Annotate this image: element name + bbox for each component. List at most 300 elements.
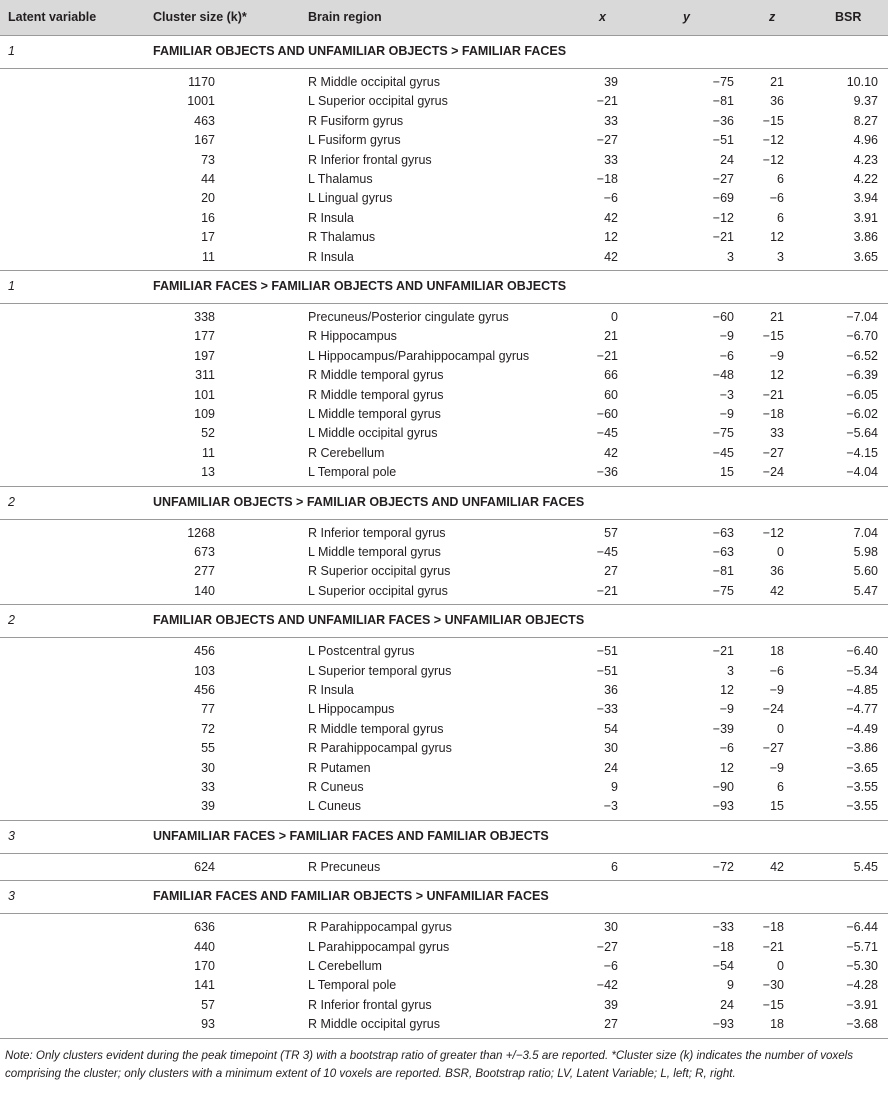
y-cell: −39 [712, 721, 734, 736]
bsr-cell: 3.65 [853, 249, 878, 264]
cluster-size-cell: 39 [201, 799, 215, 814]
x-cell: −36 [596, 465, 618, 480]
brain-region-cell: L Temporal pole [308, 978, 397, 993]
bsr-cell: 3.94 [853, 191, 878, 206]
brain-region-cell: L Parahippocampal gyrus [308, 939, 450, 954]
brain-region-cell: R Cerebellum [308, 445, 385, 460]
y-cell: −21 [712, 230, 734, 245]
table-row [0, 642, 888, 661]
cluster-size-cell: 177 [194, 329, 215, 344]
section-divider [0, 637, 888, 638]
x-cell: 54 [604, 721, 618, 736]
cluster-size-cell: 1001 [187, 94, 215, 109]
z-cell: −24 [762, 702, 784, 717]
bsr-cell: −3.55 [846, 780, 878, 794]
cluster-size-cell: 13 [201, 465, 215, 480]
table-row [0, 582, 888, 601]
bsr-cell: −4.28 [846, 978, 878, 993]
z-cell: 33 [770, 426, 784, 441]
brain-region-cell: L Postcentral gyrus [308, 644, 415, 659]
brain-region-cell: R Middle occipital gyrus [308, 75, 440, 89]
y-cell: −75 [712, 583, 734, 598]
x-cell: −51 [596, 644, 618, 659]
latent-variable-number: 1 [8, 44, 15, 58]
z-cell: −27 [762, 445, 784, 460]
brain-region-cell: R Inferior temporal gyrus [308, 525, 446, 540]
cluster-size-cell: 167 [194, 133, 215, 148]
y-cell: −72 [712, 859, 734, 874]
bsr-cell: −6.44 [846, 920, 878, 935]
z-cell: 3 [777, 249, 784, 264]
brain-region-cell: R Precuneus [308, 859, 381, 874]
table-row [0, 386, 888, 405]
z-cell: 36 [770, 94, 784, 109]
bsr-cell: 9.37 [853, 94, 878, 109]
cluster-size-cell: 33 [201, 780, 215, 794]
brain-region-cell: R Middle temporal gyrus [308, 368, 444, 383]
brain-region-cell: R Thalamus [308, 230, 376, 245]
bsr-cell: −6.05 [846, 387, 878, 402]
z-cell: 42 [770, 583, 784, 598]
bsr-cell: −6.52 [846, 348, 878, 363]
z-cell: −9 [769, 760, 784, 775]
brain-region-cell: L Cuneus [308, 799, 362, 814]
table-header [0, 0, 888, 35]
y-cell: 24 [720, 997, 734, 1012]
latent-variable-number: 3 [8, 828, 15, 843]
brain-region-cell: R Fusiform gyrus [308, 113, 404, 128]
z-cell: 18 [770, 644, 784, 659]
brain-region-cell: R Cuneus [308, 780, 364, 794]
brain-region-cell: R Middle temporal gyrus [308, 387, 444, 402]
z-cell: −9 [769, 683, 784, 697]
cluster-size-cell: 170 [194, 959, 215, 973]
table-row [0, 308, 888, 327]
col-latent-variable: Latent variable [8, 10, 97, 24]
brain-region-cell: L Superior occipital gyrus [308, 583, 448, 598]
y-cell: −51 [712, 133, 734, 148]
table-row [0, 858, 888, 877]
z-cell: −12 [762, 525, 784, 540]
table-row [0, 543, 888, 562]
y-cell: −45 [712, 445, 734, 460]
x-cell: −21 [596, 583, 618, 598]
bsr-cell: −4.77 [846, 702, 878, 717]
cluster-size-cell: 103 [194, 663, 215, 678]
table-row [0, 681, 888, 700]
cluster-size-cell: 30 [201, 760, 215, 775]
section-divider [0, 303, 888, 304]
table-row [0, 92, 888, 111]
cluster-size-cell: 338 [194, 310, 215, 324]
z-cell: −30 [762, 978, 784, 993]
x-cell: 12 [604, 230, 618, 245]
y-cell: −93 [712, 1017, 734, 1032]
cluster-size-cell: 55 [201, 741, 215, 756]
x-cell: −33 [596, 702, 618, 717]
y-cell: −54 [712, 959, 734, 973]
bsr-cell: −6.70 [846, 329, 878, 344]
cluster-size-cell: 1170 [188, 75, 215, 89]
z-cell: 36 [770, 564, 784, 579]
table-row [0, 918, 888, 937]
cluster-size-cell: 140 [194, 583, 215, 598]
x-cell: 33 [604, 152, 618, 167]
bsr-cell: 5.98 [853, 545, 878, 559]
z-cell: −6 [769, 191, 784, 206]
y-cell: −9 [719, 329, 734, 344]
y-cell: −36 [712, 113, 734, 128]
y-cell: −12 [712, 210, 734, 225]
x-cell: −6 [603, 191, 618, 206]
y-cell: 24 [720, 152, 734, 167]
latent-variable-number: 2 [8, 494, 15, 509]
table-row [0, 424, 888, 443]
cluster-size-cell: 52 [201, 426, 215, 441]
table-row [0, 996, 888, 1015]
bsr-cell: −5.34 [846, 663, 878, 678]
z-cell: 15 [770, 799, 784, 814]
table-row [0, 739, 888, 758]
brain-region-cell: L Middle temporal gyrus [308, 545, 441, 559]
brain-region-cell: L Temporal pole [308, 465, 397, 480]
col-x: x [599, 10, 606, 24]
z-cell: −18 [762, 920, 784, 935]
z-cell: 0 [777, 959, 784, 973]
y-cell: 3 [727, 663, 734, 678]
bsr-cell: 4.23 [853, 152, 878, 167]
bsr-cell: −6.40 [846, 644, 878, 659]
cluster-size-cell: 77 [201, 702, 215, 717]
brain-region-cell: R Insula [308, 210, 354, 225]
z-cell: −15 [762, 329, 784, 344]
table-row [0, 112, 888, 131]
brain-region-cell: R Parahippocampal gyrus [308, 920, 452, 935]
z-cell: −18 [762, 407, 784, 421]
table-row [0, 797, 888, 816]
cluster-size-cell: 1268 [187, 525, 215, 540]
table-row [0, 720, 888, 739]
table-row [0, 976, 888, 995]
table-row [0, 151, 888, 170]
z-cell: 0 [777, 545, 784, 559]
bsr-cell: 5.60 [853, 564, 878, 579]
brain-region-cell: L Middle occipital gyrus [308, 426, 438, 441]
cluster-size-cell: 636 [194, 920, 215, 935]
z-cell: −27 [762, 741, 784, 756]
contrast-title: FAMILIAR OBJECTS AND UNFAMILIAR OBJECTS > FAMILIAR FACES [153, 44, 567, 58]
bsr-cell: 5.47 [853, 583, 878, 598]
cluster-size-cell: 20 [201, 191, 215, 206]
table-row [0, 562, 888, 581]
y-cell: −63 [712, 525, 734, 540]
brain-region-cell: L Superior temporal gyrus [308, 663, 452, 678]
x-cell: 36 [604, 683, 618, 697]
brain-region-cell: R Insula [308, 683, 354, 697]
contrast-title: UNFAMILIAR OBJECTS > FAMILIAR OBJECTS AND UNFAMILIAR FACES [153, 494, 585, 509]
cluster-size-cell: 57 [201, 997, 215, 1012]
cluster-size-cell: 44 [201, 172, 215, 186]
brain-region-cell: R Inferior frontal gyrus [308, 997, 432, 1012]
section-divider [0, 68, 888, 69]
brain-region-cell: L Superior occipital gyrus [308, 94, 448, 109]
x-cell: 33 [604, 113, 618, 128]
cluster-size-cell: 311 [195, 368, 215, 383]
z-cell: −21 [762, 939, 784, 954]
z-cell: −15 [762, 113, 784, 128]
latent-variable-number: 3 [8, 889, 15, 904]
bsr-cell: −4.04 [846, 465, 878, 480]
z-cell: −9 [769, 348, 784, 363]
table-bottom-rule [0, 1038, 888, 1039]
bsr-cell: 10.10 [846, 75, 878, 89]
table-row [0, 209, 888, 228]
y-cell: 12 [720, 760, 734, 775]
brain-region-cell: L Lingual gyrus [308, 191, 393, 206]
x-cell: 39 [604, 997, 618, 1012]
x-cell: −27 [596, 133, 618, 148]
table-row [0, 444, 888, 463]
x-cell: 60 [604, 387, 618, 402]
section-divider [0, 853, 888, 854]
section-divider [0, 519, 888, 520]
x-cell: −51 [596, 663, 618, 678]
z-cell: −6 [769, 663, 784, 678]
bsr-cell: −4.15 [846, 445, 878, 460]
x-cell: 42 [604, 445, 618, 460]
x-cell: −6 [603, 959, 618, 973]
x-cell: 27 [604, 1017, 618, 1032]
contrast-title: FAMILIAR OBJECTS AND UNFAMILIAR FACES > UNFAMILIAR OBJECTS [153, 613, 585, 628]
z-cell: 42 [770, 859, 784, 874]
x-cell: 21 [604, 329, 618, 344]
y-cell: −3 [719, 387, 734, 402]
bsr-cell: 5.45 [853, 859, 878, 874]
section-heading [0, 486, 888, 519]
table-row [0, 463, 888, 482]
brain-region-cell: R Middle temporal gyrus [308, 721, 444, 736]
brain-region-cell: L Fusiform gyrus [308, 133, 401, 148]
brain-region-cell: L Cerebellum [308, 959, 382, 973]
y-cell: −90 [712, 780, 734, 794]
brain-region-cell: R Hippocampus [308, 329, 397, 344]
brain-region-cell: L Thalamus [308, 172, 373, 186]
z-cell: 21 [770, 75, 784, 89]
y-cell: −6 [719, 741, 734, 756]
z-cell: 6 [777, 172, 784, 186]
table-row [0, 189, 888, 208]
table-row [0, 73, 888, 92]
section-heading [0, 880, 888, 913]
section-heading [0, 35, 888, 68]
cluster-size-cell: 456 [194, 644, 215, 659]
z-cell: 0 [777, 721, 784, 736]
table-row [0, 405, 888, 424]
cluster-size-cell: 109 [194, 407, 215, 421]
col-brain-region: Brain region [308, 10, 382, 24]
cluster-size-cell: 101 [194, 387, 215, 402]
cluster-size-cell: 456 [194, 683, 215, 697]
table-row [0, 662, 888, 681]
table-row [0, 366, 888, 385]
x-cell: −21 [596, 348, 618, 363]
bsr-cell: −4.49 [846, 721, 878, 736]
table-row [0, 524, 888, 543]
y-cell: −6 [719, 348, 734, 363]
x-cell: 42 [604, 249, 618, 264]
z-cell: 6 [777, 780, 784, 794]
z-cell: −15 [762, 997, 784, 1012]
cluster-size-cell: 73 [201, 152, 215, 167]
bsr-cell: 4.96 [853, 133, 878, 148]
brain-region-cell: R Insula [308, 249, 354, 264]
brain-region-cell: L Hippocampus [308, 702, 395, 717]
brain-region-cell: R Superior occipital gyrus [308, 564, 451, 579]
brain-region-cell: L Hippocampus/Parahippocampal gyrus [308, 348, 530, 363]
brain-region-cell: R Putamen [308, 760, 371, 775]
table-row [0, 170, 888, 189]
y-cell: −33 [712, 920, 734, 935]
x-cell: 42 [604, 210, 618, 225]
x-cell: −60 [596, 407, 618, 421]
cluster-size-cell: 11 [202, 249, 215, 264]
brain-region-cell: L Middle temporal gyrus [308, 407, 441, 421]
bsr-cell: −6.02 [846, 407, 878, 421]
bsr-cell: −3.55 [846, 799, 878, 814]
bsr-cell: 4.22 [853, 172, 878, 186]
y-cell: −48 [712, 368, 734, 383]
z-cell: −21 [762, 387, 784, 402]
table-row [0, 1015, 888, 1034]
x-cell: −45 [596, 426, 618, 441]
z-cell: 12 [770, 230, 784, 245]
bsr-cell: −5.71 [846, 939, 878, 954]
x-cell: 0 [611, 310, 618, 324]
y-cell: −63 [712, 545, 734, 559]
y-cell: 3 [727, 249, 734, 264]
bsr-cell: −3.86 [846, 741, 878, 756]
latent-variable-number: 1 [8, 279, 15, 293]
z-cell: −12 [762, 152, 784, 167]
contrast-title: FAMILIAR FACES AND FAMILIAR OBJECTS > UNFAMILIAR FACES [153, 889, 549, 904]
cluster-size-cell: 17 [201, 230, 215, 245]
x-cell: −27 [596, 939, 618, 954]
bsr-cell: −4.85 [846, 683, 878, 697]
section-heading [0, 270, 888, 303]
brain-region-cell: R Parahippocampal gyrus [308, 741, 452, 756]
bsr-cell: −5.30 [846, 959, 878, 973]
x-cell: 66 [604, 368, 618, 383]
cluster-size-cell: 673 [194, 545, 215, 559]
cluster-size-cell: 277 [194, 564, 215, 579]
y-cell: −93 [712, 799, 734, 814]
col-z: z [769, 10, 776, 24]
z-cell: 21 [770, 310, 784, 324]
table-row [0, 700, 888, 719]
table-row [0, 327, 888, 346]
section-heading [0, 820, 888, 853]
table-row [0, 248, 888, 267]
table-row [0, 938, 888, 957]
y-cell: −18 [712, 939, 734, 954]
y-cell: 12 [720, 683, 734, 697]
x-cell: −18 [596, 172, 618, 186]
y-cell: −9 [719, 407, 734, 421]
bsr-cell: 3.86 [853, 230, 878, 245]
x-cell: −21 [596, 94, 618, 109]
brain-region-cell: Precuneus/Posterior cingulate gyrus [308, 310, 509, 324]
bsr-cell: 3.91 [853, 210, 878, 225]
table-row [0, 347, 888, 366]
bsr-cell: −3.91 [846, 997, 878, 1012]
cluster-size-cell: 197 [194, 348, 215, 363]
bsr-cell: 8.27 [853, 113, 878, 128]
col-y: y [683, 10, 690, 24]
cluster-size-cell: 624 [194, 859, 215, 874]
col-bsr: BSR [835, 10, 862, 24]
x-cell: −3 [603, 799, 618, 814]
y-cell: −75 [712, 75, 734, 89]
cluster-size-cell: 11 [202, 445, 215, 460]
cluster-size-cell: 93 [201, 1017, 215, 1032]
table-note: Note: Only clusters evident during the peak timepoint (TR 3) with a bootstrap ratio of greater than +/−3.5 are reported. *Cluster size (k) indicates the number of voxels comprising the cluster; only clusters with a minimum extent of 10 voxels are reported. BSR, Bootstrap ratio; LV, Latent Variable; L, left; R, right. [5, 1049, 854, 1080]
y-cell: −9 [719, 702, 734, 717]
z-cell: 18 [770, 1017, 784, 1032]
x-cell: −42 [596, 978, 618, 993]
table-row [0, 131, 888, 150]
table-row [0, 957, 888, 976]
x-cell: −45 [596, 545, 618, 559]
z-cell: −24 [762, 465, 784, 480]
y-cell: −21 [712, 644, 734, 659]
bsr-cell: −6.39 [846, 368, 878, 383]
y-cell: −75 [712, 426, 734, 441]
brain-region-cell: R Inferior frontal gyrus [308, 152, 432, 167]
brain-region-cell: R Middle occipital gyrus [308, 1017, 440, 1032]
col-cluster-size: Cluster size (k)* [153, 10, 247, 24]
y-cell: −81 [712, 94, 734, 109]
x-cell: 30 [604, 741, 618, 756]
section-heading [0, 604, 888, 637]
bsr-cell: −3.65 [846, 760, 878, 775]
y-cell: −69 [712, 191, 734, 206]
section-divider [0, 913, 888, 914]
y-cell: 15 [720, 465, 734, 480]
contrast-title: UNFAMILIAR FACES > FAMILIAR FACES AND FAMILIAR OBJECTS [153, 828, 549, 843]
y-cell: −60 [712, 310, 734, 324]
x-cell: 27 [604, 564, 618, 579]
latent-variable-number: 2 [8, 613, 15, 628]
cluster-size-cell: 440 [194, 939, 215, 954]
cluster-size-cell: 463 [194, 113, 215, 128]
table-row [0, 778, 888, 797]
z-cell: 6 [777, 210, 784, 225]
cluster-size-cell: 72 [201, 721, 215, 736]
table-row [0, 228, 888, 247]
x-cell: 39 [604, 75, 618, 89]
bsr-cell: −7.04 [846, 310, 878, 324]
bsr-cell: 7.04 [853, 525, 878, 540]
x-cell: 57 [604, 525, 618, 540]
bsr-cell: −5.64 [846, 426, 878, 441]
table-row [0, 759, 888, 778]
y-cell: 9 [727, 978, 734, 993]
z-cell: −12 [762, 133, 784, 148]
z-cell: 12 [770, 368, 784, 383]
bsr-cell: −3.68 [846, 1017, 878, 1032]
x-cell: 30 [604, 920, 618, 935]
y-cell: −81 [712, 564, 734, 579]
